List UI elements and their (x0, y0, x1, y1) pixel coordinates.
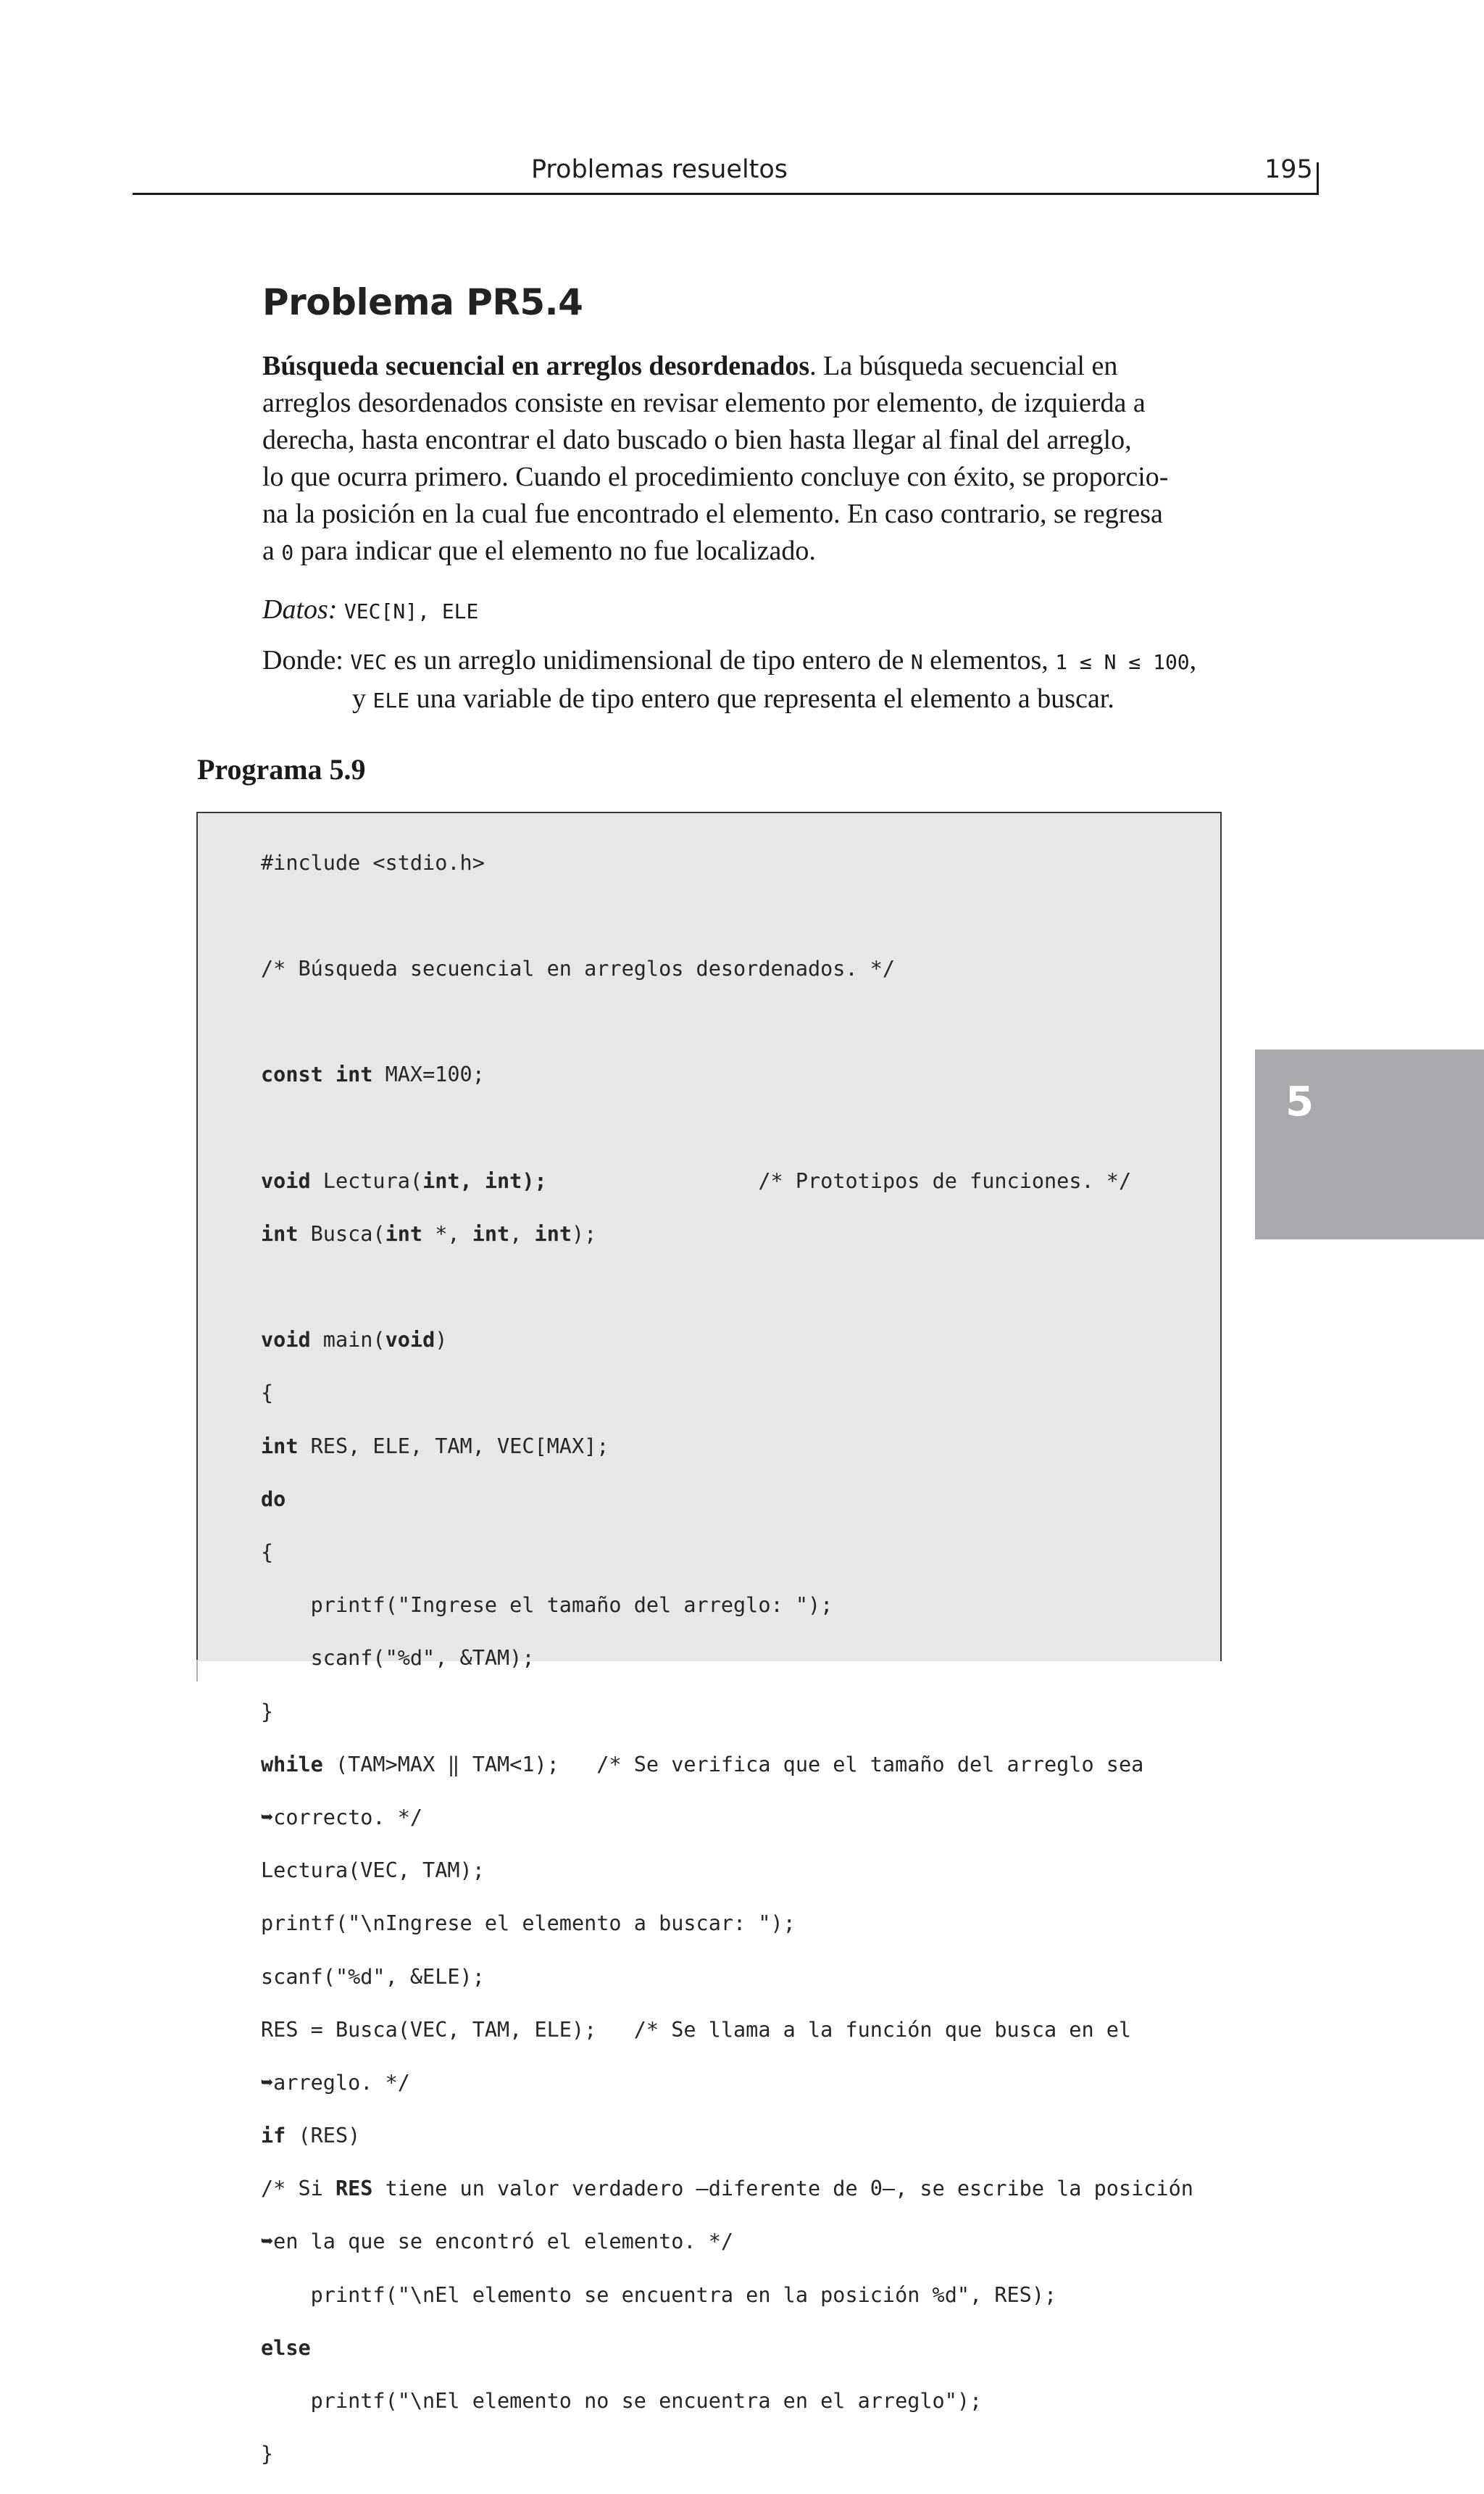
description-line (262, 348, 1204, 385)
code-line: printf("Ingrese el tamaño del arreglo: "); (261, 1593, 833, 1618)
code-line: #include <stdio.h> (261, 850, 485, 875)
running-head: Problemas resueltos (530, 155, 788, 184)
datos-line (262, 591, 478, 630)
code-line-blank (261, 1274, 1193, 1301)
code-line (261, 1434, 1193, 1460)
code-keyword: int (385, 1221, 423, 1246)
code-keyword: int (261, 1434, 299, 1458)
problem-description (262, 348, 1204, 571)
text-run: y (352, 683, 373, 714)
code-line: } (261, 1699, 274, 1724)
code-text: /* Si (261, 2177, 335, 2201)
code-keyword: RES (335, 2177, 373, 2201)
code-keyword: if (261, 2124, 286, 2148)
code-text: RES, ELE, TAM, VEC[MAX]; (298, 1434, 609, 1458)
code-text: *, (422, 1221, 472, 1246)
code-keyword: int, int); (422, 1168, 547, 1193)
code-box-stub (196, 1660, 198, 1682)
code-line: printf("\nIngrese el elemento a buscar: "); (261, 1911, 796, 1936)
description-line: na la posición en la cual fue encontrado el elemento. En caso contrario, se regresa (262, 499, 1163, 529)
code-keyword: const int (261, 1063, 373, 1087)
description-line (262, 533, 1204, 571)
code-keyword: void (261, 1168, 311, 1193)
inline-code: VEC (350, 650, 387, 674)
description-lead-rest: . La búsqueda secuencial en (809, 351, 1118, 381)
text-run: para indicar que el elemento no fue localizado. (293, 536, 816, 566)
code-line: printf("\nEl elemento no se encuentra en el arreglo"); (261, 2389, 983, 2414)
donde-line-1 (262, 642, 1226, 681)
inline-code: ELE (372, 689, 410, 712)
text-run: una variable de tipo entero que representa el elemento a buscar. (409, 683, 1114, 714)
code-line: ➥arreglo. */ (261, 2070, 410, 2095)
donde-block (262, 642, 1226, 719)
code-line: Lectura(VEC, TAM); (261, 1858, 485, 1883)
code-text: tiene un valor verdadero —diferente de 0—, se escribe la posición (372, 2177, 1193, 2201)
inline-code: 0 (281, 541, 294, 565)
description-lead-bold: Búsqueda secuencial en arreglos desordenados (262, 351, 810, 381)
text-run: elementos, (922, 645, 1056, 676)
description-line: lo que ocurra primero. Cuando el procedimiento concluye con éxito, se proporcio- (262, 462, 1169, 492)
code-keyword: int (472, 1221, 510, 1246)
code-line: scanf("%d", &ELE); (261, 1964, 485, 1989)
code-keyword: void (261, 1328, 311, 1352)
code-line: scanf("%d", &TAM); (261, 1646, 535, 1671)
text-run: es un arreglo unidimensional de tipo entero de (386, 645, 911, 676)
description-line: arreglos desordenados consiste en revisar elemento por elemento, de izquierda a (262, 388, 1146, 418)
code-line-blank (261, 903, 1193, 930)
code-keyword: int (261, 1221, 299, 1246)
code-line-blank (261, 1115, 1193, 1142)
code-line: { (261, 1540, 274, 1565)
code-line (261, 1327, 1193, 1354)
header-rule (133, 193, 1318, 195)
code-text: MAX=100; (372, 1063, 485, 1087)
code-line (261, 1752, 1193, 1779)
code-text: (RES) (285, 2124, 361, 2148)
code-line (261, 1221, 1193, 1248)
inline-code: N (910, 650, 923, 674)
program-label: Programa 5.9 (197, 753, 366, 786)
code-keyword: int (534, 1221, 572, 1246)
description-line: derecha, hasta encontrar el dato buscado o bien hasta llegar al final del arreglo, (262, 425, 1132, 455)
code-line: ➥en la que se encontró el elemento. */ (261, 2229, 734, 2254)
code-keyword: void (385, 1328, 435, 1352)
chapter-number: 5 (1285, 1078, 1314, 1126)
code-listing (261, 823, 1193, 2494)
code-line (261, 1168, 1193, 1195)
code-line: else (261, 2335, 311, 2360)
code-text: ) (435, 1328, 448, 1352)
code-text: (TAM>MAX ‖ TAM<1); /* Se verifica que el tamaño del arreglo sea (322, 1752, 1144, 1776)
datos-label: Datos: (262, 594, 338, 625)
problem-title: Problema PR5.4 (262, 281, 583, 323)
code-line (261, 2176, 1193, 2203)
donde-line-2 (262, 681, 1226, 719)
code-text: Lectura( (310, 1168, 423, 1193)
code-text: , (509, 1221, 535, 1246)
inline-code: 1 ≤ N ≤ 100 (1055, 650, 1190, 674)
code-text: Busca( (298, 1221, 385, 1246)
code-line: printf("\nEl elemento se encuentra en la posición %d", RES); (261, 2282, 1057, 2307)
text-run: , (1189, 645, 1197, 676)
page-number: 195 (1264, 155, 1313, 184)
code-keyword: while (261, 1752, 323, 1776)
code-line: { (261, 1381, 274, 1405)
code-line: /* Búsqueda secuencial en arreglos desordenados. */ (261, 956, 896, 981)
donde-label: Donde: (262, 645, 343, 676)
code-line-blank (261, 1009, 1193, 1036)
code-line: RES = Busca(VEC, TAM, ELE); /* Se llama a la función que busca en el (261, 2017, 1132, 2042)
code-line: ➥correcto. */ (261, 1805, 423, 1829)
code-line (261, 2123, 1193, 2150)
code-line: } (261, 2442, 274, 2466)
code-line: do (261, 1487, 286, 1511)
code-text: ); (572, 1221, 597, 1246)
text-run: a (262, 536, 282, 566)
datos-value: VEC[N], ELE (343, 599, 479, 623)
code-line (261, 1062, 1193, 1089)
code-comment: /* Prototipos de funciones. */ (546, 1168, 1132, 1193)
code-text: main( (310, 1328, 385, 1352)
header-tick (1317, 162, 1319, 195)
